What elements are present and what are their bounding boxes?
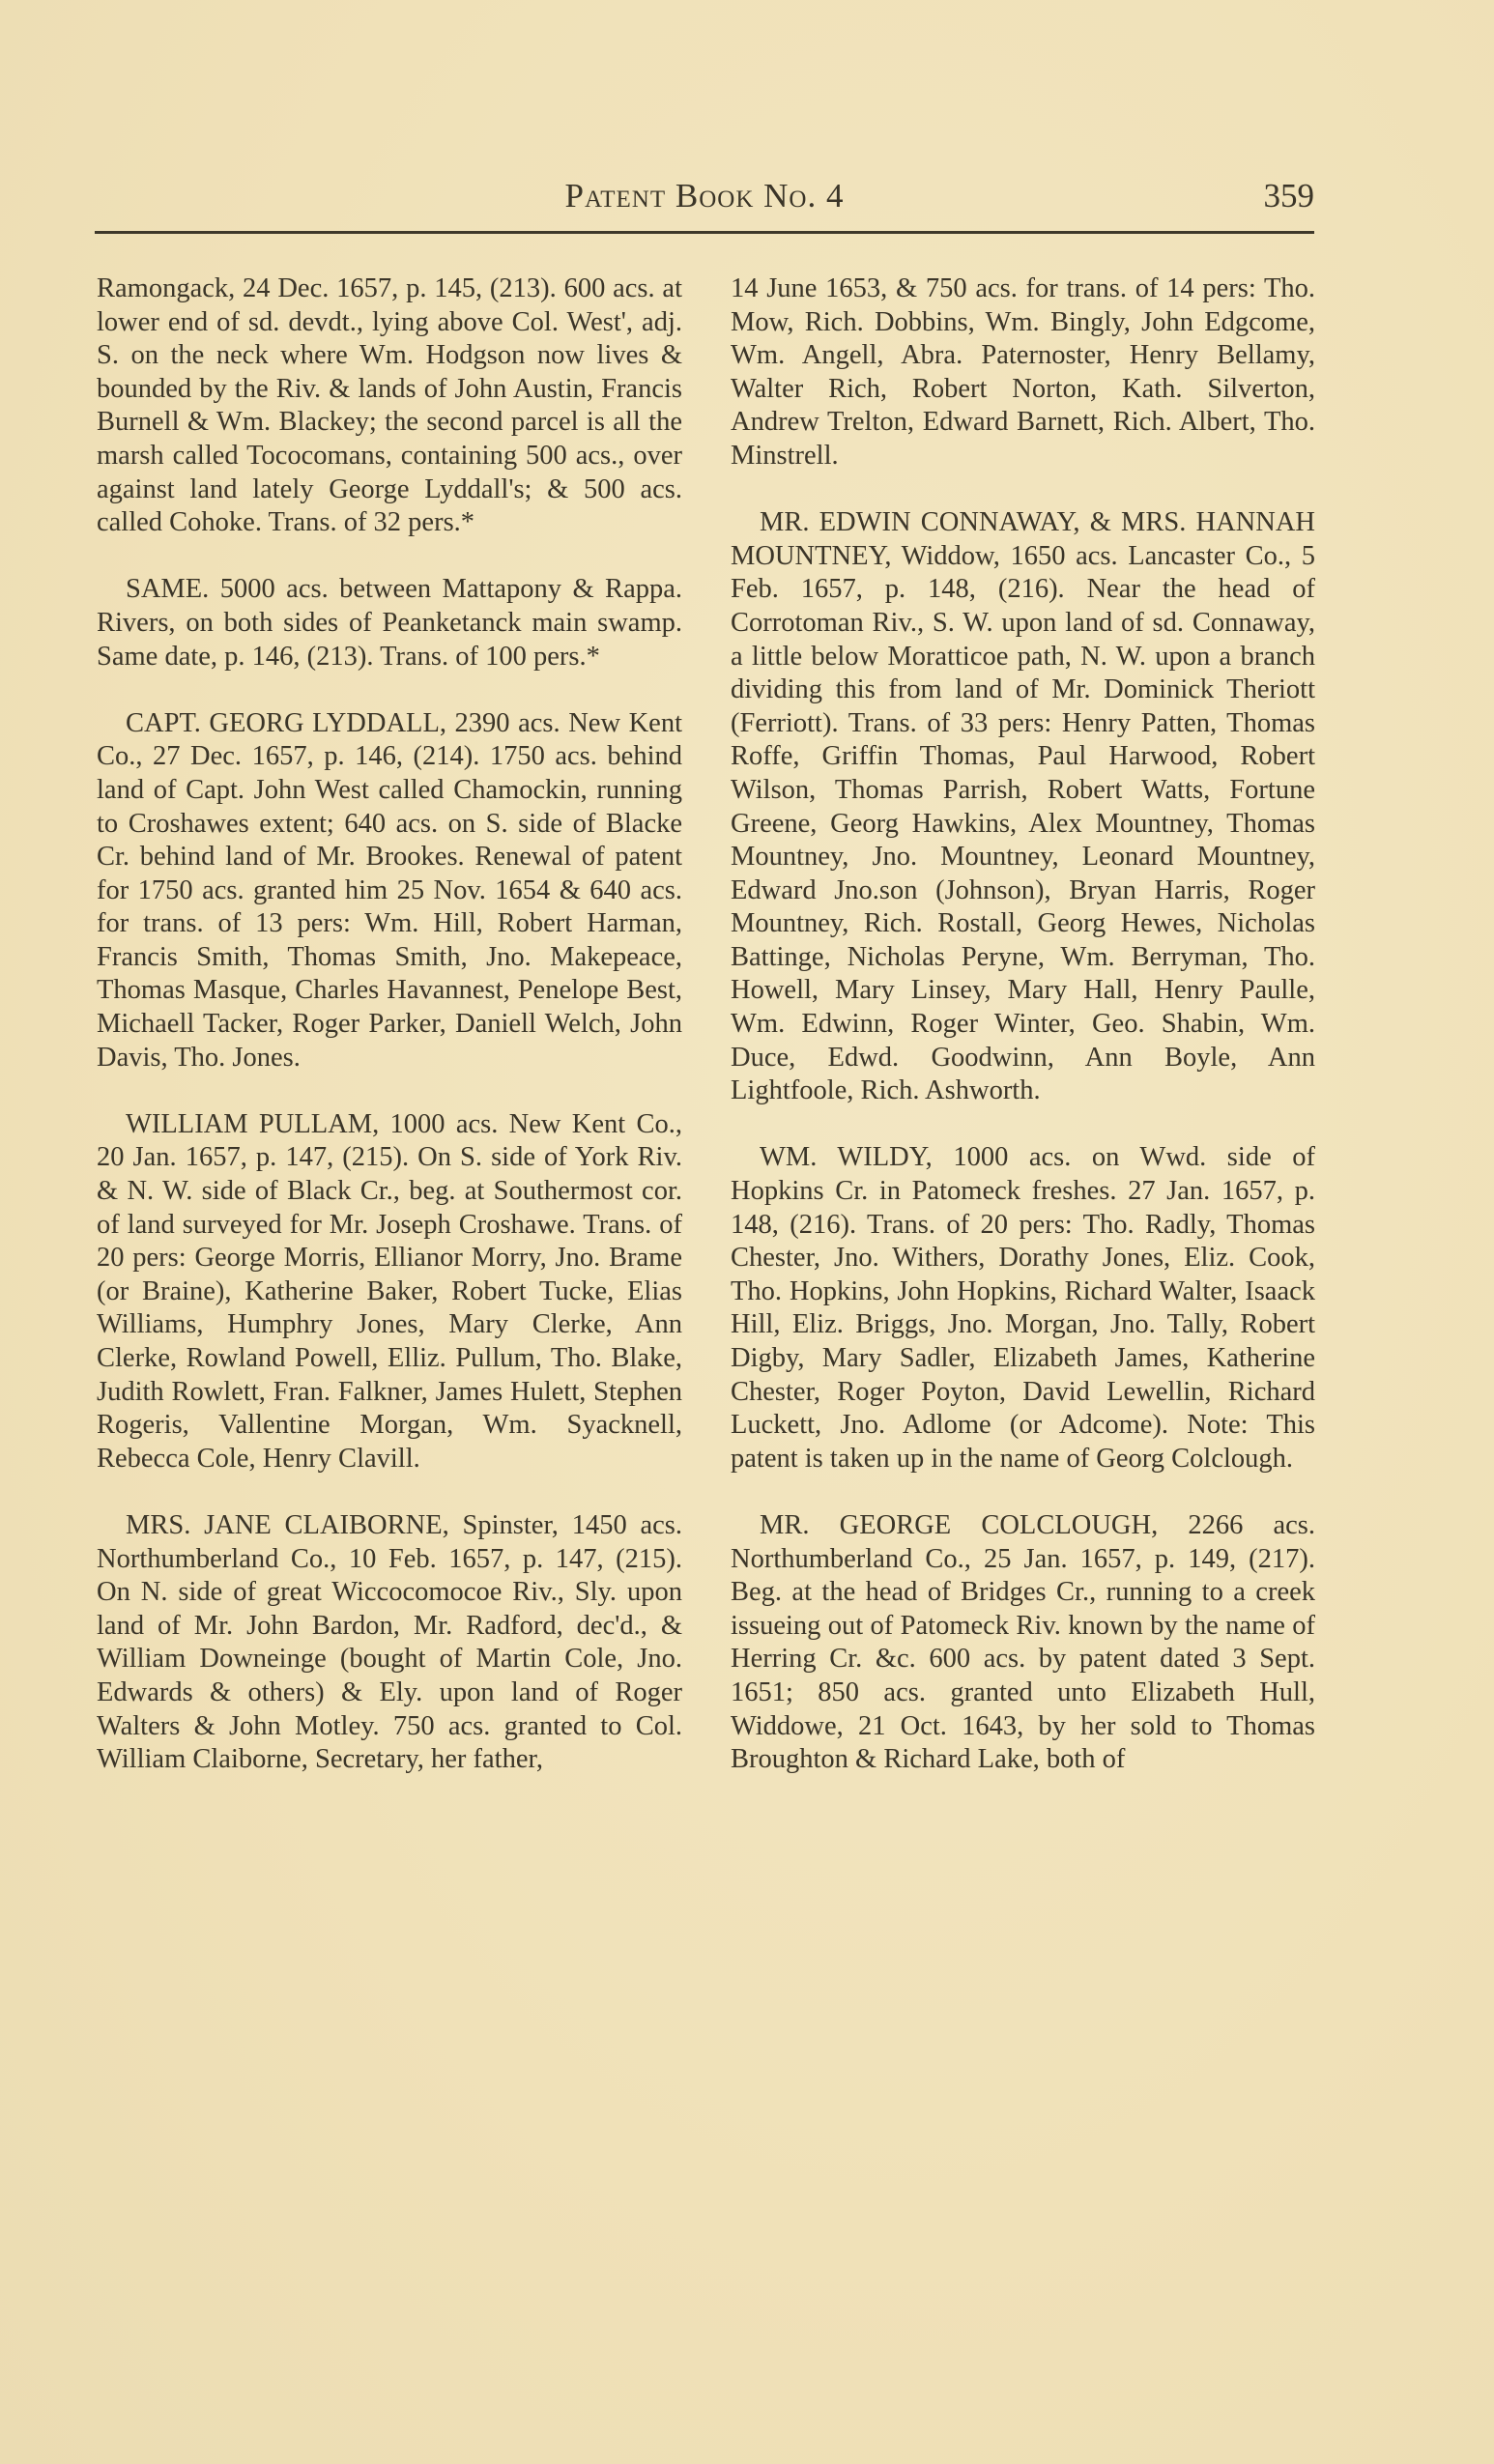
page-header bbox=[95, 172, 1314, 232]
patent-entry-georg-lyddall: CAPT. GEORG LYDDALL, 2390 acs. New Kent Co., 27 Dec. 1657, p. 146, (214). 1750 acs. behind land of Capt. John West called Chamockin, running to Croshawes extent; 640 acs. on S. side of Blacke Cr. behind land of Mr. Brookes. Renewal of patent for 1750 acs. granted him 25 Nov. 1654 & 640 acs. for trans. of 13 pers: Wm. Hill, Robert Harman, Francis Smith, Thomas Smith, Jno. Makepeace, Thomas Masque, Charles Havannest, Penelope Best, Michaell Tacker, Roger Parker, Daniell Welch, John Davis, Tho. Jones. bbox=[97, 707, 682, 1073]
header-rule bbox=[95, 231, 1314, 234]
left-column bbox=[97, 272, 682, 1777]
patent-entry-same: SAME. 5000 acs. between Mattapony & Rappa. Rivers, on both sides of Peanketanck main swamp. Same date, p. 146, (213). Trans. of 100 pers.* bbox=[97, 574, 682, 672]
patent-entry-continued: 14 June 1653, & 750 acs. for trans. of 14 pers: Tho. Mow, Rich. Dobbins, Wm. Bingly, John Edgcome, Wm. Angell, Abra. Paternoster, Henry Bellamy, Walter Rich, Robert Norton, Kath. Silverton, Andrew Trelton, Edward Barnett, Rich. Albert, Tho. Minstrell. bbox=[731, 273, 1315, 471]
patent-entry-continued: Ramongack, 24 Dec. 1657, p. 145, (213). 600 acs. at lower end of sd. devdt., lying above Col. West', adj. S. on the neck where Wm. Hodgson now lives & bounded by the Riv. & lands of John Austin, Francis Burnell & Wm. Blackey; the second parcel is all the marsh called Tococomans, containing 500 acs., over against land lately George Lyddall's; & 500 acs. called Cohoke. Trans. of 32 pers.* bbox=[97, 273, 682, 538]
running-title: Patent Book No. 4 bbox=[564, 177, 845, 215]
right-column bbox=[731, 272, 1315, 1777]
patent-entry-george-colclough: MR. GEORGE COLCLOUGH, 2266 acs. Northumberland Co., 25 Jan. 1657, p. 149, (217). Beg. at the head of Bridges Cr., running to a creek issueing out of Patomeck Riv. known by the name of Herring Cr. &c. 600 acs. by patent dated 3 Sept. 1651; 850 acs. granted unto Elizabeth Hull, Widdowe, 21 Oct. 1643, by her sold to Thomas Broughton & Richard Lake, both of bbox=[731, 1509, 1315, 1775]
patent-entry-william-pullam: WILLIAM PULLAM, 1000 acs. New Kent Co., 20 Jan. 1657, p. 147, (215). On S. side of York Riv. & N. W. side of Black Cr., beg. at Southermost cor. of land surveyed for Mr. Joseph Croshawe. Trans. of 20 pers: George Morris, Ellianor Morry, Jno. Brame (or Braine), Katherine Baker, Robert Tucke, Elias Williams, Humphry Jones, Mary Clerke, Ann Clerke, Rowland Powell, Elliz. Pullum, Tho. Blake, Judith Rowlett, Fran. Falkner, James Hulett, Stephen Rogeris, Vallentine Morgan, Wm. Syacknell, Rebecca Cole, Henry Clavill. bbox=[97, 1108, 682, 1474]
patent-entry-edwin-connaway: MR. EDWIN CONNAWAY, & MRS. HANNAH MOUNTNEY, Widdow, 1650 acs. Lancaster Co., 5 Feb. 1657, p. 148, (216). Near the head of Corrotoman Riv., S. W. upon land of sd. Connaway, a little below Moratticoe path, N. W. upon a branch dividing this from land of Mr. Dominick Theriott (Ferriott). Trans. of 33 pers: Henry Patten, Thomas Roffe, Griffin Thomas, Paul Harwood, Robert Wilson, Thomas Parrish, Robert Watts, Fortune Greene, Georg Hawkins, Alex Mountney, Thomas Mountney, Jno. Mountney, Leonard Mountney, Edward Jno.son (Johnson), Bryan Harris, Roger Mountney, Rich. Rostall, Georg Hewes, Nicholas Battinge, Nicholas Peryne, Wm. Berryman, Tho. Howell, Mary Linsey, Mary Hall, Henry Paulle, Wm. Edwinn, Roger Winter, Geo. Shabin, Wm. Duce, Edwd. Goodwinn, Ann Boyle, Ann Lightfoole, Rich. Ashworth. bbox=[731, 507, 1315, 1106]
patent-entry-wm-wildy: WM. WILDY, 1000 acs. on Wwd. side of Hopkins Cr. in Patomeck freshes. 27 Jan. 1657, p. 148, (216). Trans. of 20 pers: Tho. Radly, Thomas Chester, Jno. Withers, Dorathy Jones, Eliz. Cook, Tho. Hopkins, John Hopkins, Richard Walter, Isaack Hill, Eliz. Briggs, Jno. Morgan, Jno. Tally, Robert Digby, Mary Sadler, Elizabeth James, Katherine Chester, Roger Poyton, David Lewellin, Richard Luckett, Jno. Adlome (or Adcome). Note: This patent is taken up in the name of Georg Colclough. bbox=[731, 1142, 1315, 1474]
patent-entry-jane-claiborne: MRS. JANE CLAIBORNE, Spinster, 1450 acs. Northumberland Co., 10 Feb. 1657, p. 147, (215). On N. side of great Wiccocomocoe Riv., Sly. upon land of Mr. John Bardon, Mr. Radford, dec'd., & William Downeinge (bought of Martin Cole, Jno. Edwards & others) & Ely. upon land of Roger Walters & John Motley. 750 acs. granted to Col. William Claiborne, Secretary, her father, bbox=[97, 1509, 682, 1775]
page-number: 359 bbox=[1263, 177, 1314, 215]
